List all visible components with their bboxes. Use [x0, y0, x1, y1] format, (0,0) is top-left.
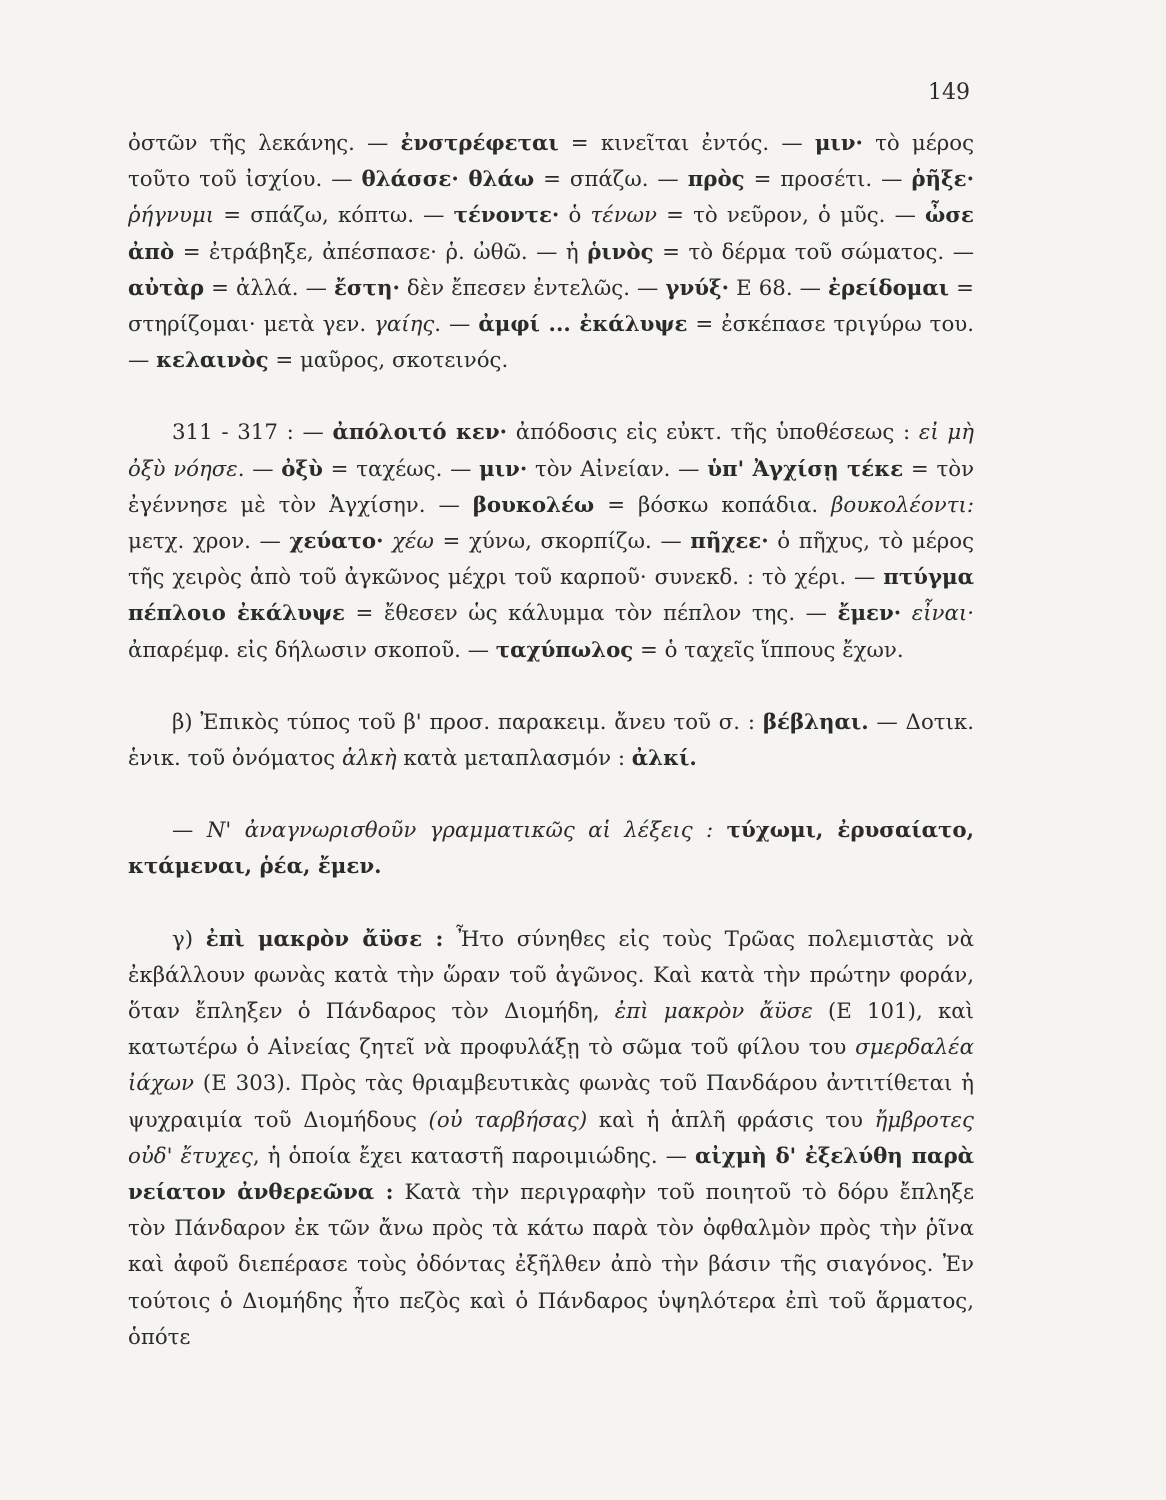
paragraph-gap [128, 669, 974, 705]
page-number: 149 [928, 80, 970, 105]
paragraph-2: 311 - 317 : — ἀπόλοιτό κεν· ἀπόδοσις εἰς εὐκτ. τῆς ὑποθέσεως : εἰ μὴ ὀξὺ νόησε. — ὀξὺ = ταχέως. — μιν· τὸν Αἰνείαν. — ὑπ' Ἀγχίσῃ τέκε = τὸν ἐγέννησε μὲ τὸν Ἀγχίσην. — βουκολέω = βόσκω κοπάδια. βουκολέοντι: μετχ. χρον. — χεύατο· χέω = χύνω, σκορπίζω. — πῆχεε· ὁ πῆχυς, τὸ μέρος τῆς χειρὸς ἀπὸ τοῦ ἀγκῶνος μέχρι τοῦ καρποῦ· συνεκδ. : τὸ χέρι. — πτύγμα πέπλοιο ἐκάλυψε = ἔθεσεν ὡς κάλυμμα τὸν πέπλον της. — ἔμεν· εἶναι· ἀπαρέμφ. εἰς δήλωσιν σκοποῦ. — ταχύπωλος = ὁ ταχεῖς ἵππους ἔχων. [128, 420, 975, 663]
paragraph-1: ὀστῶν τῆς λεκάνης. — ἐνστρέφεται = κινεῖται ἐντός. — μιν· τὸ μέρος τοῦτο τοῦ ἰσχίου. — θλάσσε· θλάω = σπάζω. — πρὸς = προσέτι. — ῥῆξε· ῥήγνυμι = σπάζω, κόπτω. — τένοντε· ὁ τένων = τὸ νεῦρον, ὁ μῦς. — ὦσε ἀπὸ = ἐτράβηξε, ἀπέσπασε· ῥ. ὠθῶ. — ἡ ῥινὸς = τὸ δέρμα τοῦ σώματος. — αὐτὰρ = ἀλλά. — ἔστη· δὲν ἔπεσεν ἐντελῶς. — γνύξ· Ε 68. — ἐρείδομαι = στηρίζομαι· μετὰ γεν. γαίης. — ἀμφί ... ἐκάλυψε = ἐσκέπασε τριγύρω του. — κελαινὸς = μαῦρος, σκοτεινός. [128, 131, 974, 374]
page-body [128, 126, 974, 1356]
paragraph-3: β) Ἐπικὸς τύπος τοῦ β' προσ. παρακειμ. ἄνευ τοῦ σ. : βέβληαι. — Δοτικ. ἑνικ. τοῦ ὀνόματος ἀλκὴ κατὰ μεταπλασμόν : ἀλκί. [128, 709, 974, 772]
paragraph-4: — Ν' ἀναγνωρισθοῦν γραμματικῶς αἱ λέξεις : τύχωμι, ἐρυσαίατο, κτάμεναι, ῥέα, ἔμεν. [128, 818, 975, 880]
paragraph-gap [128, 777, 974, 813]
paragraph-gap [128, 886, 974, 922]
paragraph-5: γ) ἐπὶ μακρὸν ἄϋσε : Ἦτο σύνηθες εἰς τοὺς Τρῶας πολεμιστὰς νὰ ἐκβάλλουν φωνὰς κατὰ τὴν ὥραν τοῦ ἀγῶνος. Καὶ κατὰ τὴν πρώτην φοράν, ὅταν ἔπληξεν ὁ Πάνδαρος τὸν Διομήδη, ἐπὶ μακρὸν ἄϋσε (Ε 101), καὶ κατωτέρω ὁ Αἰνείας ζητεῖ νὰ προφυλάξῃ τὸ σῶμα τοῦ φίλου του σμερδαλέα ἰάχων (Ε 303). Πρὸς τὰς θριαμβευτικὰς φωνὰς τοῦ Πανδάρου ἀντιτίθεται ἡ ψυχραιμία τοῦ Διομήδους (οὐ ταρβήσας) καὶ ἡ ἁπλῆ φράσις του ἤμβροτες οὐδ' ἔτυχες, ἡ ὁποία ἔχει καταστῆ παροιμιώδης. — αἰχμὴ δ' ἐξελύθη παρὰ νείατον ἀνθερεῶνα : Κατὰ τὴν περιγραφὴν τοῦ ποιητοῦ τὸ δόρυ ἔπληξε τὸν Πάνδαρον ἐκ τῶν ἄνω πρὸς τὰ κάτω παρὰ τὸν ὀφθαλμὸν πρὸς τὴν ῥῖνα καὶ ἀφοῦ διεπέρασε τοὺς ὀδόντας ἐξῆλθεν ἀπὸ τὴν βάσιν τῆς σιαγόνος. Ἐν τούτοις ὁ Διομήδης ἦτο πεζὸς καὶ ὁ Πάνδαρος ὑψηλότερα ἐπὶ τοῦ ἅρματος, ὁπότε [128, 926, 974, 1350]
paragraph-gap [128, 379, 974, 415]
